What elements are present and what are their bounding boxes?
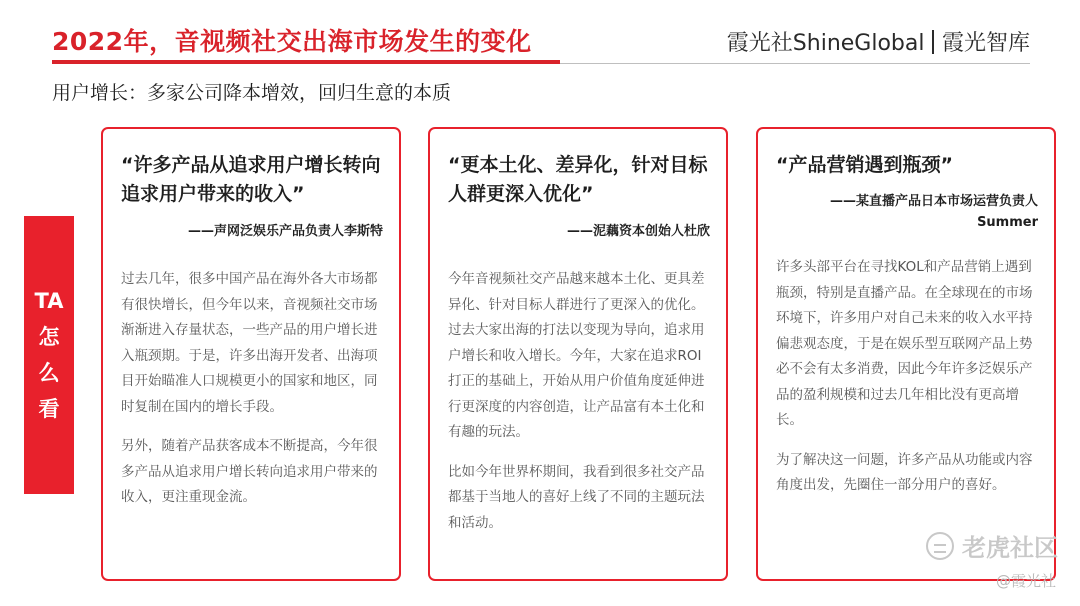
brand-name: 霞光社ShineGlobal bbox=[726, 31, 925, 56]
tiger-community-icon bbox=[926, 532, 954, 560]
opinion-card-1 bbox=[101, 127, 401, 581]
brand-logo bbox=[727, 26, 1030, 57]
card-quote: “许多产品从追求用户增长转向追求用户带来的收入” bbox=[121, 154, 381, 205]
card-source: ——声网泛娱乐产品负责人李斯特 bbox=[187, 224, 383, 239]
card-paragraph: 比如今年世界杯期间，我看到很多社交产品都基于当地人的喜好上线了不同的主题玩法和活动。 bbox=[448, 463, 705, 531]
title-underline bbox=[52, 60, 560, 64]
opinion-card-2 bbox=[428, 127, 728, 581]
watermark bbox=[926, 528, 1058, 563]
card-body bbox=[776, 255, 1042, 513]
card-source-line-1: ——某直播产品日本市场运营负责人 bbox=[829, 194, 1038, 209]
card-quote: “更本土化、差异化，针对目标人群更深入优化” bbox=[448, 154, 708, 205]
card-paragraph: 过去几年，很多中国产品在海外各大市场都有很快增长，但今年以来，音视频社交市场渐渐进入存量状态，一些产品的用户增长进入瓶颈期。于是，许多出海开发者、出海项目开始瞄准人口规模更小的国家和地区，同时复制在国内的增长手段。 bbox=[121, 271, 378, 415]
brand-separator bbox=[932, 30, 934, 54]
card-paragraph: 另外，随着产品获客成本不断提高，今年很多产品从追求用户增长转向追求用户带来的收入，更注重现金流。 bbox=[121, 438, 378, 505]
card-source-line-2: Summer bbox=[977, 215, 1038, 230]
card-paragraph: 今年音视频社交产品越来越本土化、更具差异化、针对目标人群进行了更深入的优化。过去大家出海的打法以变现为导向，追求用户增长和收入增长。今年，大家在追求ROI打正的基础上，开始从用户价值角度延伸进行更深度的内容创造，让产品富有本土化和有趣的玩法。 bbox=[448, 271, 705, 440]
card-paragraph: 为了解决这一问题，许多产品从功能或内容角度出发，先圈住一部分用户的喜好。 bbox=[776, 451, 1033, 493]
header-divider bbox=[560, 63, 1030, 64]
page-subtitle: 用户增长：多家公司降本增效，回归生意的本质 bbox=[52, 82, 452, 104]
card-source: ——泥藕资本创始人杜欣 bbox=[566, 224, 710, 239]
side-tab-line-2: 怎 bbox=[38, 325, 60, 349]
side-tab bbox=[24, 216, 74, 494]
side-tab-line-3: 么 bbox=[38, 361, 60, 385]
side-tab-line-1: TA bbox=[34, 289, 64, 313]
card-body bbox=[121, 267, 387, 525]
opinion-card-3 bbox=[756, 127, 1056, 581]
side-tab-line-4: 看 bbox=[38, 397, 60, 421]
card-paragraph: 许多头部平台在寻找KOL和产品营销上遇到瓶颈，特别是直播产品。在全球现在的市场环境下，许多用户对自己未来的收入水平持偏悲观态度，于是在娱乐型互联网产品上势必不会有太多消费，因此今年许多泛娱乐产品的盈利规模和过去几年相比没有更高增长。 bbox=[776, 259, 1033, 428]
brand-think-tank: 霞光智库 bbox=[941, 31, 1030, 56]
card-source bbox=[768, 191, 1038, 233]
page-title: 2022年，音视频社交出海市场发生的变化 bbox=[52, 27, 532, 56]
watermark-text: 老虎社区 bbox=[962, 534, 1058, 562]
card-quote: “产品营销遇到瓶颈” bbox=[776, 154, 953, 176]
card-body bbox=[448, 267, 714, 550]
watermark-handle: @霞光社 bbox=[995, 572, 1056, 590]
